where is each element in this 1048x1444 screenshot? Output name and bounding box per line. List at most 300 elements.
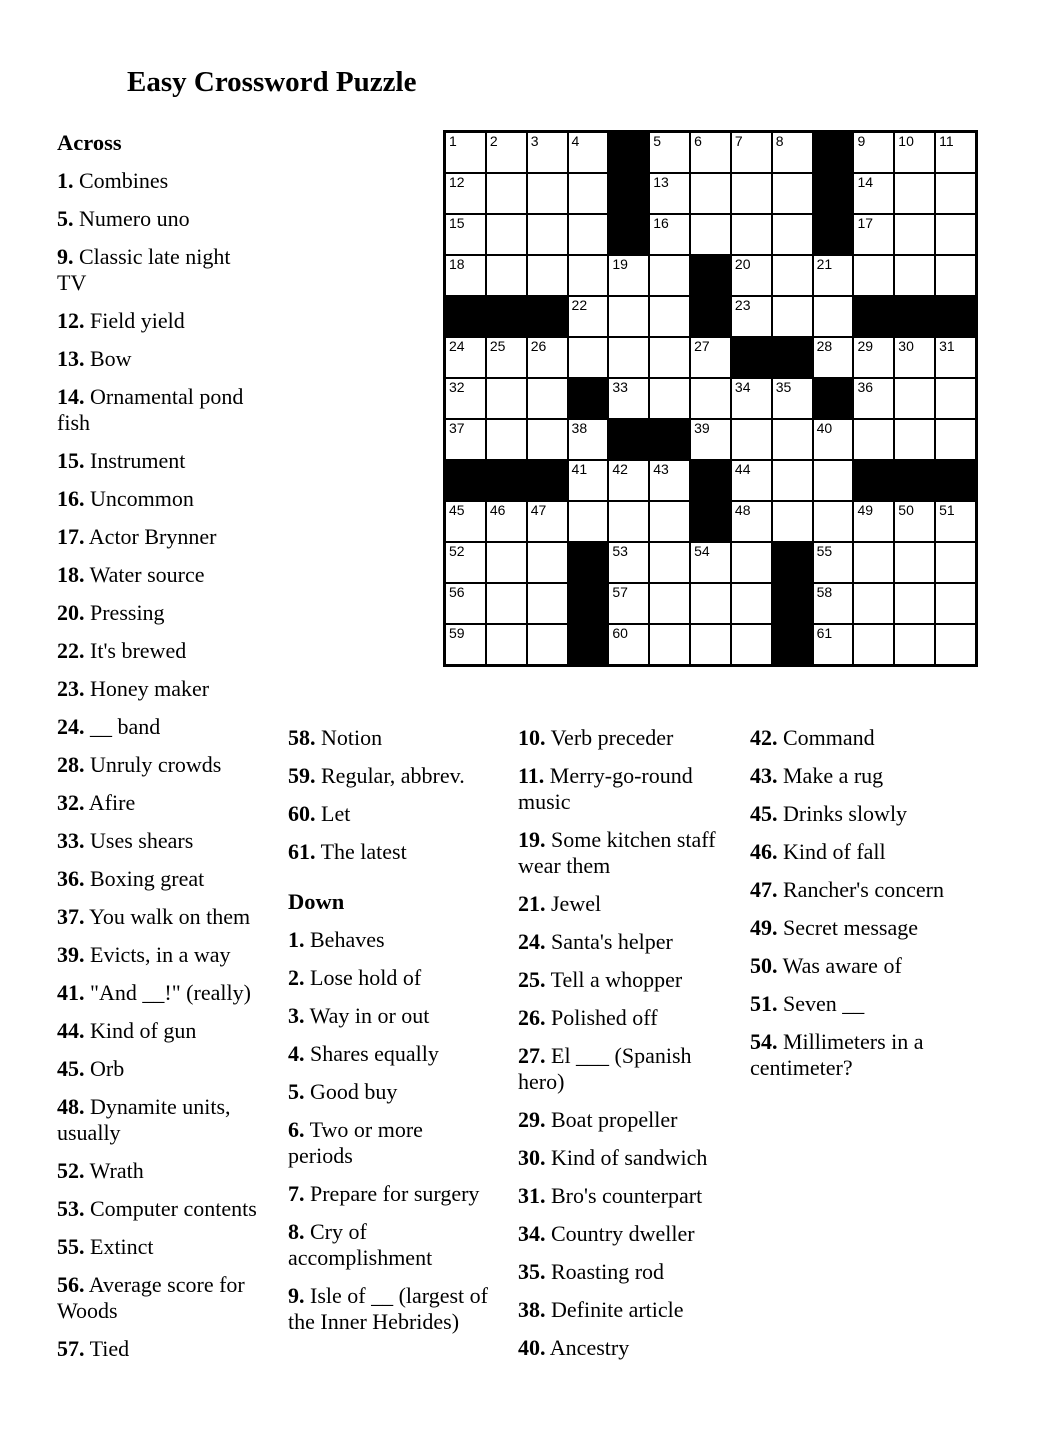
grid-cell-55[interactable] [814, 543, 853, 582]
clue-down-7: 7. Prepare for surgery [288, 1181, 480, 1206]
clue-across-18: 18. Water source [57, 562, 205, 587]
clue-number: 51. [750, 991, 778, 1016]
cell-number: 26 [530, 338, 547, 354]
grid-cell-56[interactable] [446, 584, 485, 623]
grid-cell-black [936, 461, 975, 500]
grid-cell[interactable] [650, 584, 689, 623]
clue-number: 56. [57, 1272, 85, 1297]
clue-across-55: 55. Extinct [57, 1234, 154, 1259]
clue-number: 54. [750, 1029, 778, 1054]
clue-number: 35. [518, 1259, 546, 1284]
grid-cell[interactable] [650, 543, 689, 582]
clue-down-26: 26. Polished off [518, 1005, 658, 1030]
clue-down-1: 1. Behaves [288, 927, 385, 952]
grid-cell[interactable] [609, 297, 648, 336]
grid-cell-52[interactable] [446, 543, 485, 582]
clue-across-1: 1. Combines [57, 168, 169, 193]
clue-down-40: 40. Ancestry [518, 1335, 630, 1360]
grid-cell[interactable] [936, 543, 975, 582]
cell-number: 59 [449, 625, 465, 641]
clue-across-22: 22. It's brewed [57, 638, 187, 663]
grid-cell-4[interactable] [569, 133, 608, 172]
grid-cell-black [814, 215, 853, 254]
clue-number: 5. [288, 1079, 305, 1104]
grid-cell[interactable] [487, 256, 526, 295]
clue-across-33: 33. Uses shears [57, 828, 194, 853]
clue-across-20: 20. Pressing [57, 600, 165, 625]
clue-number: 1. [288, 927, 305, 952]
clue-down-49: 49. Secret message [750, 915, 918, 940]
cell-number: 52 [449, 543, 465, 559]
grid-cell-black [773, 338, 812, 377]
grid-cell-black [487, 461, 526, 500]
cell-number: 42 [612, 461, 628, 477]
clue-across-12: 12. Field yield [57, 308, 185, 333]
grid-cell-12[interactable] [446, 174, 485, 213]
grid-cell[interactable] [732, 584, 771, 623]
clue-down-8: 8. Cry of accomplishment [288, 1219, 433, 1270]
clue-number: 9. [57, 244, 74, 269]
cell-number: 40 [816, 420, 833, 436]
clue-down-11: 11. Merry-go-round music [518, 763, 693, 814]
grid-cell-black [936, 297, 975, 336]
clue-across-24: 24. __ band [57, 714, 161, 739]
clue-number: 45. [750, 801, 778, 826]
grid-cell[interactable] [936, 584, 975, 623]
clue-number: 49. [750, 915, 778, 940]
grid-cell-black [732, 338, 771, 377]
grid-cell[interactable] [528, 420, 567, 459]
grid-cell-black [691, 256, 730, 295]
grid-cell[interactable] [691, 174, 730, 213]
grid-cell-31[interactable] [936, 338, 975, 377]
clue-number: 32. [57, 790, 85, 815]
grid-cell-black [528, 297, 567, 336]
clue-number: 30. [518, 1145, 546, 1170]
clue-down-51: 51. Seven __ [750, 991, 865, 1016]
cell-number: 16 [653, 215, 669, 231]
clue-number: 58. [288, 725, 316, 750]
clue-across-9: 9. Classic late night TV [57, 244, 231, 295]
grid-cell-black [446, 297, 485, 336]
cell-number: 23 [734, 297, 751, 313]
clue-down-42: 42. Command [750, 725, 875, 750]
grid-cell-1[interactable] [446, 133, 485, 172]
grid-cell[interactable] [773, 215, 812, 254]
grid-cell[interactable] [650, 379, 689, 418]
cell-number: 49 [857, 502, 874, 518]
grid-cell[interactable] [814, 502, 853, 541]
grid-cell[interactable] [487, 174, 526, 213]
grid-cell[interactable] [773, 174, 812, 213]
cell-number: 22 [571, 297, 588, 313]
grid-cell-30[interactable] [895, 338, 934, 377]
clue-down-50: 50. Was aware of [750, 953, 902, 978]
grid-cell[interactable] [569, 338, 608, 377]
grid-cell-38[interactable] [569, 420, 608, 459]
clue-number: 28. [57, 752, 85, 777]
clue-number: 6. [288, 1117, 305, 1142]
clue-down-6: 6. Two or more periods [288, 1117, 423, 1168]
clue-down-5: 5. Good buy [288, 1079, 398, 1104]
grid-cell[interactable] [569, 502, 608, 541]
cell-number: 10 [898, 133, 914, 149]
grid-cell-54[interactable] [691, 543, 730, 582]
cell-number: 54 [694, 543, 710, 559]
clue-down-31: 31. Bro's counterpart [518, 1183, 703, 1208]
grid-cell-23[interactable] [732, 297, 771, 336]
grid-cell[interactable] [650, 625, 689, 664]
grid-cell-8[interactable] [773, 133, 812, 172]
clue-across-28: 28. Unruly crowds [57, 752, 222, 777]
grid-cell[interactable] [936, 174, 975, 213]
grid-cell-black [895, 297, 934, 336]
cell-number: 20 [734, 256, 751, 272]
clue-down-10: 10. Verb preceder [518, 725, 674, 750]
grid-cell[interactable] [487, 420, 526, 459]
grid-cell[interactable] [487, 379, 526, 418]
grid-cell[interactable] [814, 461, 853, 500]
clue-number: 23. [57, 676, 85, 701]
clue-number: 55. [57, 1234, 85, 1259]
grid-cell-black [609, 420, 648, 459]
grid-cell[interactable] [936, 379, 975, 418]
grid-cell-black [650, 420, 689, 459]
grid-cell[interactable] [854, 420, 893, 459]
cell-number: 17 [857, 215, 874, 231]
grid-cell[interactable] [895, 584, 934, 623]
cell-number: 45 [449, 502, 465, 518]
cell-number: 11 [939, 133, 954, 149]
grid-cell[interactable] [936, 256, 975, 295]
grid-cell[interactable] [854, 256, 893, 295]
grid-cell[interactable] [895, 420, 934, 459]
grid-cell-black [814, 133, 853, 172]
clue-across-15: 15. Instrument [57, 448, 186, 473]
grid-cell[interactable] [609, 502, 648, 541]
clue-number: 38. [518, 1297, 546, 1322]
grid-cell-2[interactable] [487, 133, 526, 172]
grid-cell-13[interactable] [650, 174, 689, 213]
clue-number: 39. [57, 942, 85, 967]
grid-cell-17[interactable] [854, 215, 893, 254]
grid-cell-27[interactable] [691, 338, 730, 377]
cell-number: 24 [449, 338, 465, 354]
clue-down-3: 3. Way in or out [288, 1003, 430, 1028]
grid-cell-10[interactable] [895, 133, 934, 172]
across-header: Across [57, 130, 122, 155]
grid-cell[interactable] [650, 338, 689, 377]
clue-number: 24. [518, 929, 546, 954]
grid-cell-black [814, 174, 853, 213]
grid-cell-3[interactable] [528, 133, 567, 172]
cell-number: 36 [857, 379, 874, 395]
grid-cell-61[interactable] [814, 625, 853, 664]
clue-number: 37. [57, 904, 85, 929]
cell-number: 25 [489, 338, 506, 354]
cell-number: 35 [775, 379, 792, 395]
grid-cell-32[interactable] [446, 379, 485, 418]
cell-number: 60 [612, 625, 628, 641]
grid-cell[interactable] [487, 584, 526, 623]
clue-across-61: 61. The latest [288, 839, 407, 864]
grid-cell-22[interactable] [569, 297, 608, 336]
grid-cell[interactable] [732, 174, 771, 213]
clue-across-17: 17. Actor Brynner [57, 524, 217, 549]
clue-across-58: 58. Notion [288, 725, 383, 750]
grid-cell-6[interactable] [691, 133, 730, 172]
grid-cell-black [691, 502, 730, 541]
clue-number: 8. [288, 1219, 305, 1244]
grid-cell-50[interactable] [895, 502, 934, 541]
grid-cell[interactable] [854, 625, 893, 664]
cell-number: 46 [489, 502, 506, 518]
cell-number: 58 [816, 584, 833, 600]
clue-across-23: 23. Honey maker [57, 676, 210, 701]
grid-cell[interactable] [773, 502, 812, 541]
grid-cell[interactable] [895, 174, 934, 213]
clue-number: 13. [57, 346, 85, 371]
clue-down-35: 35. Roasting rod [518, 1259, 665, 1284]
grid-cell-48[interactable] [732, 502, 771, 541]
grid-cell[interactable] [814, 297, 853, 336]
grid-cell[interactable] [895, 543, 934, 582]
grid-cell[interactable] [487, 215, 526, 254]
grid-cell[interactable] [487, 543, 526, 582]
grid-cell-5[interactable] [650, 133, 689, 172]
clue-number: 40. [518, 1335, 546, 1360]
grid-cell[interactable] [650, 502, 689, 541]
grid-cell-14[interactable] [854, 174, 893, 213]
grid-cell-33[interactable] [609, 379, 648, 418]
grid-cell-47[interactable] [528, 502, 567, 541]
clue-across-44: 44. Kind of gun [57, 1018, 197, 1043]
cell-number: 29 [857, 338, 874, 354]
grid-cell-26[interactable] [528, 338, 567, 377]
cell-number: 43 [653, 461, 669, 477]
cell-number: 47 [530, 502, 547, 518]
grid-cell-40[interactable] [814, 420, 853, 459]
grid-cell[interactable] [895, 379, 934, 418]
grid-cell-24[interactable] [446, 338, 485, 377]
cell-number: 33 [612, 379, 628, 395]
grid-cell-28[interactable] [814, 338, 853, 377]
clue-number: 21. [518, 891, 546, 916]
clue-across-52: 52. Wrath [57, 1158, 144, 1183]
clue-number: 50. [750, 953, 778, 978]
grid-cell[interactable] [854, 584, 893, 623]
clue-number: 25. [518, 967, 546, 992]
grid-cell-9[interactable] [854, 133, 893, 172]
grid-cell[interactable] [895, 215, 934, 254]
clue-number: 16. [57, 486, 85, 511]
cell-number: 37 [449, 420, 465, 436]
clue-number: 9. [288, 1283, 305, 1308]
grid-cell-58[interactable] [814, 584, 853, 623]
clue-down-43: 43. Make a rug [750, 763, 884, 788]
cell-number: 18 [449, 256, 465, 272]
grid-cell-37[interactable] [446, 420, 485, 459]
grid-cell-29[interactable] [854, 338, 893, 377]
grid-cell[interactable] [936, 625, 975, 664]
down-header: Down [288, 889, 345, 914]
clue-across-32: 32. Afire [57, 790, 136, 815]
clue-number: 36. [57, 866, 85, 891]
grid-cell-60[interactable] [609, 625, 648, 664]
grid-cell[interactable] [528, 215, 567, 254]
grid-cell[interactable] [773, 461, 812, 500]
grid-cell[interactable] [528, 584, 567, 623]
cell-number: 2 [489, 133, 498, 149]
clue-number: 5. [57, 206, 74, 231]
grid-cell-black [569, 584, 608, 623]
grid-cell[interactable] [528, 174, 567, 213]
grid-cell[interactable] [691, 379, 730, 418]
grid-cell[interactable] [732, 625, 771, 664]
cell-number: 57 [612, 584, 628, 600]
page-title: Easy Crossword Puzzle [127, 66, 417, 98]
grid-cell-25[interactable] [487, 338, 526, 377]
cell-number: 32 [449, 379, 465, 395]
grid-cell-43[interactable] [650, 461, 689, 500]
grid-cell-15[interactable] [446, 215, 485, 254]
clue-number: 15. [57, 448, 85, 473]
clue-number: 48. [57, 1094, 85, 1119]
grid-cell-black [773, 543, 812, 582]
clue-across-59: 59. Regular, abbrev. [288, 763, 465, 788]
clue-column-2-across-down [288, 725, 488, 1347]
clue-across-60: 60. Let [288, 801, 351, 826]
grid-cell-18[interactable] [446, 256, 485, 295]
grid-cell[interactable] [691, 625, 730, 664]
grid-cell-36[interactable] [854, 379, 893, 418]
grid-cell-41[interactable] [569, 461, 608, 500]
cell-number: 53 [612, 543, 628, 559]
grid-cell-black [569, 543, 608, 582]
grid-cell-34[interactable] [732, 379, 771, 418]
grid-cell[interactable] [854, 543, 893, 582]
grid-cell-39[interactable] [691, 420, 730, 459]
grid-cell[interactable] [773, 420, 812, 459]
grid-cell[interactable] [569, 215, 608, 254]
clue-number: 2. [288, 965, 305, 990]
grid-cell[interactable] [732, 420, 771, 459]
cell-number: 6 [694, 133, 702, 149]
grid-cell[interactable] [936, 215, 975, 254]
grid-cell[interactable] [528, 625, 567, 664]
clue-number: 24. [57, 714, 85, 739]
clue-number: 31. [518, 1183, 546, 1208]
grid-cell-35[interactable] [773, 379, 812, 418]
clue-number: 14. [57, 384, 85, 409]
cell-number: 1 [449, 133, 457, 149]
grid-cell-49[interactable] [854, 502, 893, 541]
grid-cell-black [569, 625, 608, 664]
clue-number: 1. [57, 168, 74, 193]
clue-down-46: 46. Kind of fall [750, 839, 886, 864]
cell-number: 21 [816, 256, 833, 272]
grid-cell-53[interactable] [609, 543, 648, 582]
clue-across-45: 45. Orb [57, 1056, 125, 1081]
grid-cell-20[interactable] [732, 256, 771, 295]
clue-number: 59. [288, 763, 316, 788]
grid-cell-7[interactable] [732, 133, 771, 172]
clue-down-19: 19. Some kitchen staff wear them [518, 827, 716, 878]
grid-cell-21[interactable] [814, 256, 853, 295]
grid-cell[interactable] [528, 256, 567, 295]
grid-cell-46[interactable] [487, 502, 526, 541]
grid-cell-42[interactable] [609, 461, 648, 500]
clue-across-39: 39. Evicts, in a way [57, 942, 231, 967]
grid-cell-black [773, 625, 812, 664]
grid-cell[interactable] [773, 297, 812, 336]
grid-cell[interactable] [732, 543, 771, 582]
clue-across-5: 5. Numero uno [57, 206, 190, 231]
clue-number: 26. [518, 1005, 546, 1030]
clue-across-53: 53. Computer contents [57, 1196, 257, 1221]
grid-cell[interactable] [895, 625, 934, 664]
grid-cell[interactable] [650, 297, 689, 336]
grid-cell[interactable] [936, 420, 975, 459]
grid-cell[interactable] [569, 256, 608, 295]
grid-cell[interactable] [650, 256, 689, 295]
cell-number: 19 [612, 256, 628, 272]
cell-number: 38 [571, 420, 588, 436]
grid-cell-black [691, 461, 730, 500]
grid-cell[interactable] [528, 379, 567, 418]
grid-cell-black [609, 174, 648, 213]
grid-cell-44[interactable] [732, 461, 771, 500]
cell-number: 51 [939, 502, 955, 518]
cell-number: 31 [939, 338, 955, 354]
grid-cell[interactable] [487, 625, 526, 664]
grid-cell-19[interactable] [609, 256, 648, 295]
grid-cell[interactable] [773, 256, 812, 295]
clue-down-2: 2. Lose hold of [288, 965, 422, 990]
clue-number: 20. [57, 600, 85, 625]
grid-cell[interactable] [691, 584, 730, 623]
clue-number: 7. [288, 1181, 305, 1206]
clue-number: 11. [518, 763, 545, 788]
grid-cell[interactable] [609, 338, 648, 377]
grid-cell[interactable] [569, 174, 608, 213]
grid-cell-11[interactable] [936, 133, 975, 172]
grid-cell-59[interactable] [446, 625, 485, 664]
grid-cell[interactable] [895, 256, 934, 295]
clue-number: 17. [57, 524, 85, 549]
clue-down-47: 47. Rancher's concern [750, 877, 944, 902]
grid-cell-black [528, 461, 567, 500]
clue-down-29: 29. Boat propeller [518, 1107, 678, 1132]
cell-number: 50 [898, 502, 914, 518]
grid-cell-51[interactable] [936, 502, 975, 541]
grid-cell-57[interactable] [609, 584, 648, 623]
clue-number: 18. [57, 562, 85, 587]
clue-down-9: 9. Isle of __ (largest of the Inner Hebrides) [288, 1283, 488, 1334]
grid-cell[interactable] [732, 215, 771, 254]
grid-cell-black [854, 297, 893, 336]
grid-cell[interactable] [528, 543, 567, 582]
clue-number: 34. [518, 1221, 546, 1246]
grid-cell-16[interactable] [650, 215, 689, 254]
cell-number: 9 [857, 133, 866, 149]
clue-across-16: 16. Uncommon [57, 486, 194, 511]
cell-number: 4 [571, 133, 580, 149]
clue-number: 22. [57, 638, 85, 663]
clue-down-27: 27. El ___ (Spanish hero) [518, 1043, 692, 1094]
grid-cell[interactable] [691, 215, 730, 254]
grid-cell-45[interactable] [446, 502, 485, 541]
